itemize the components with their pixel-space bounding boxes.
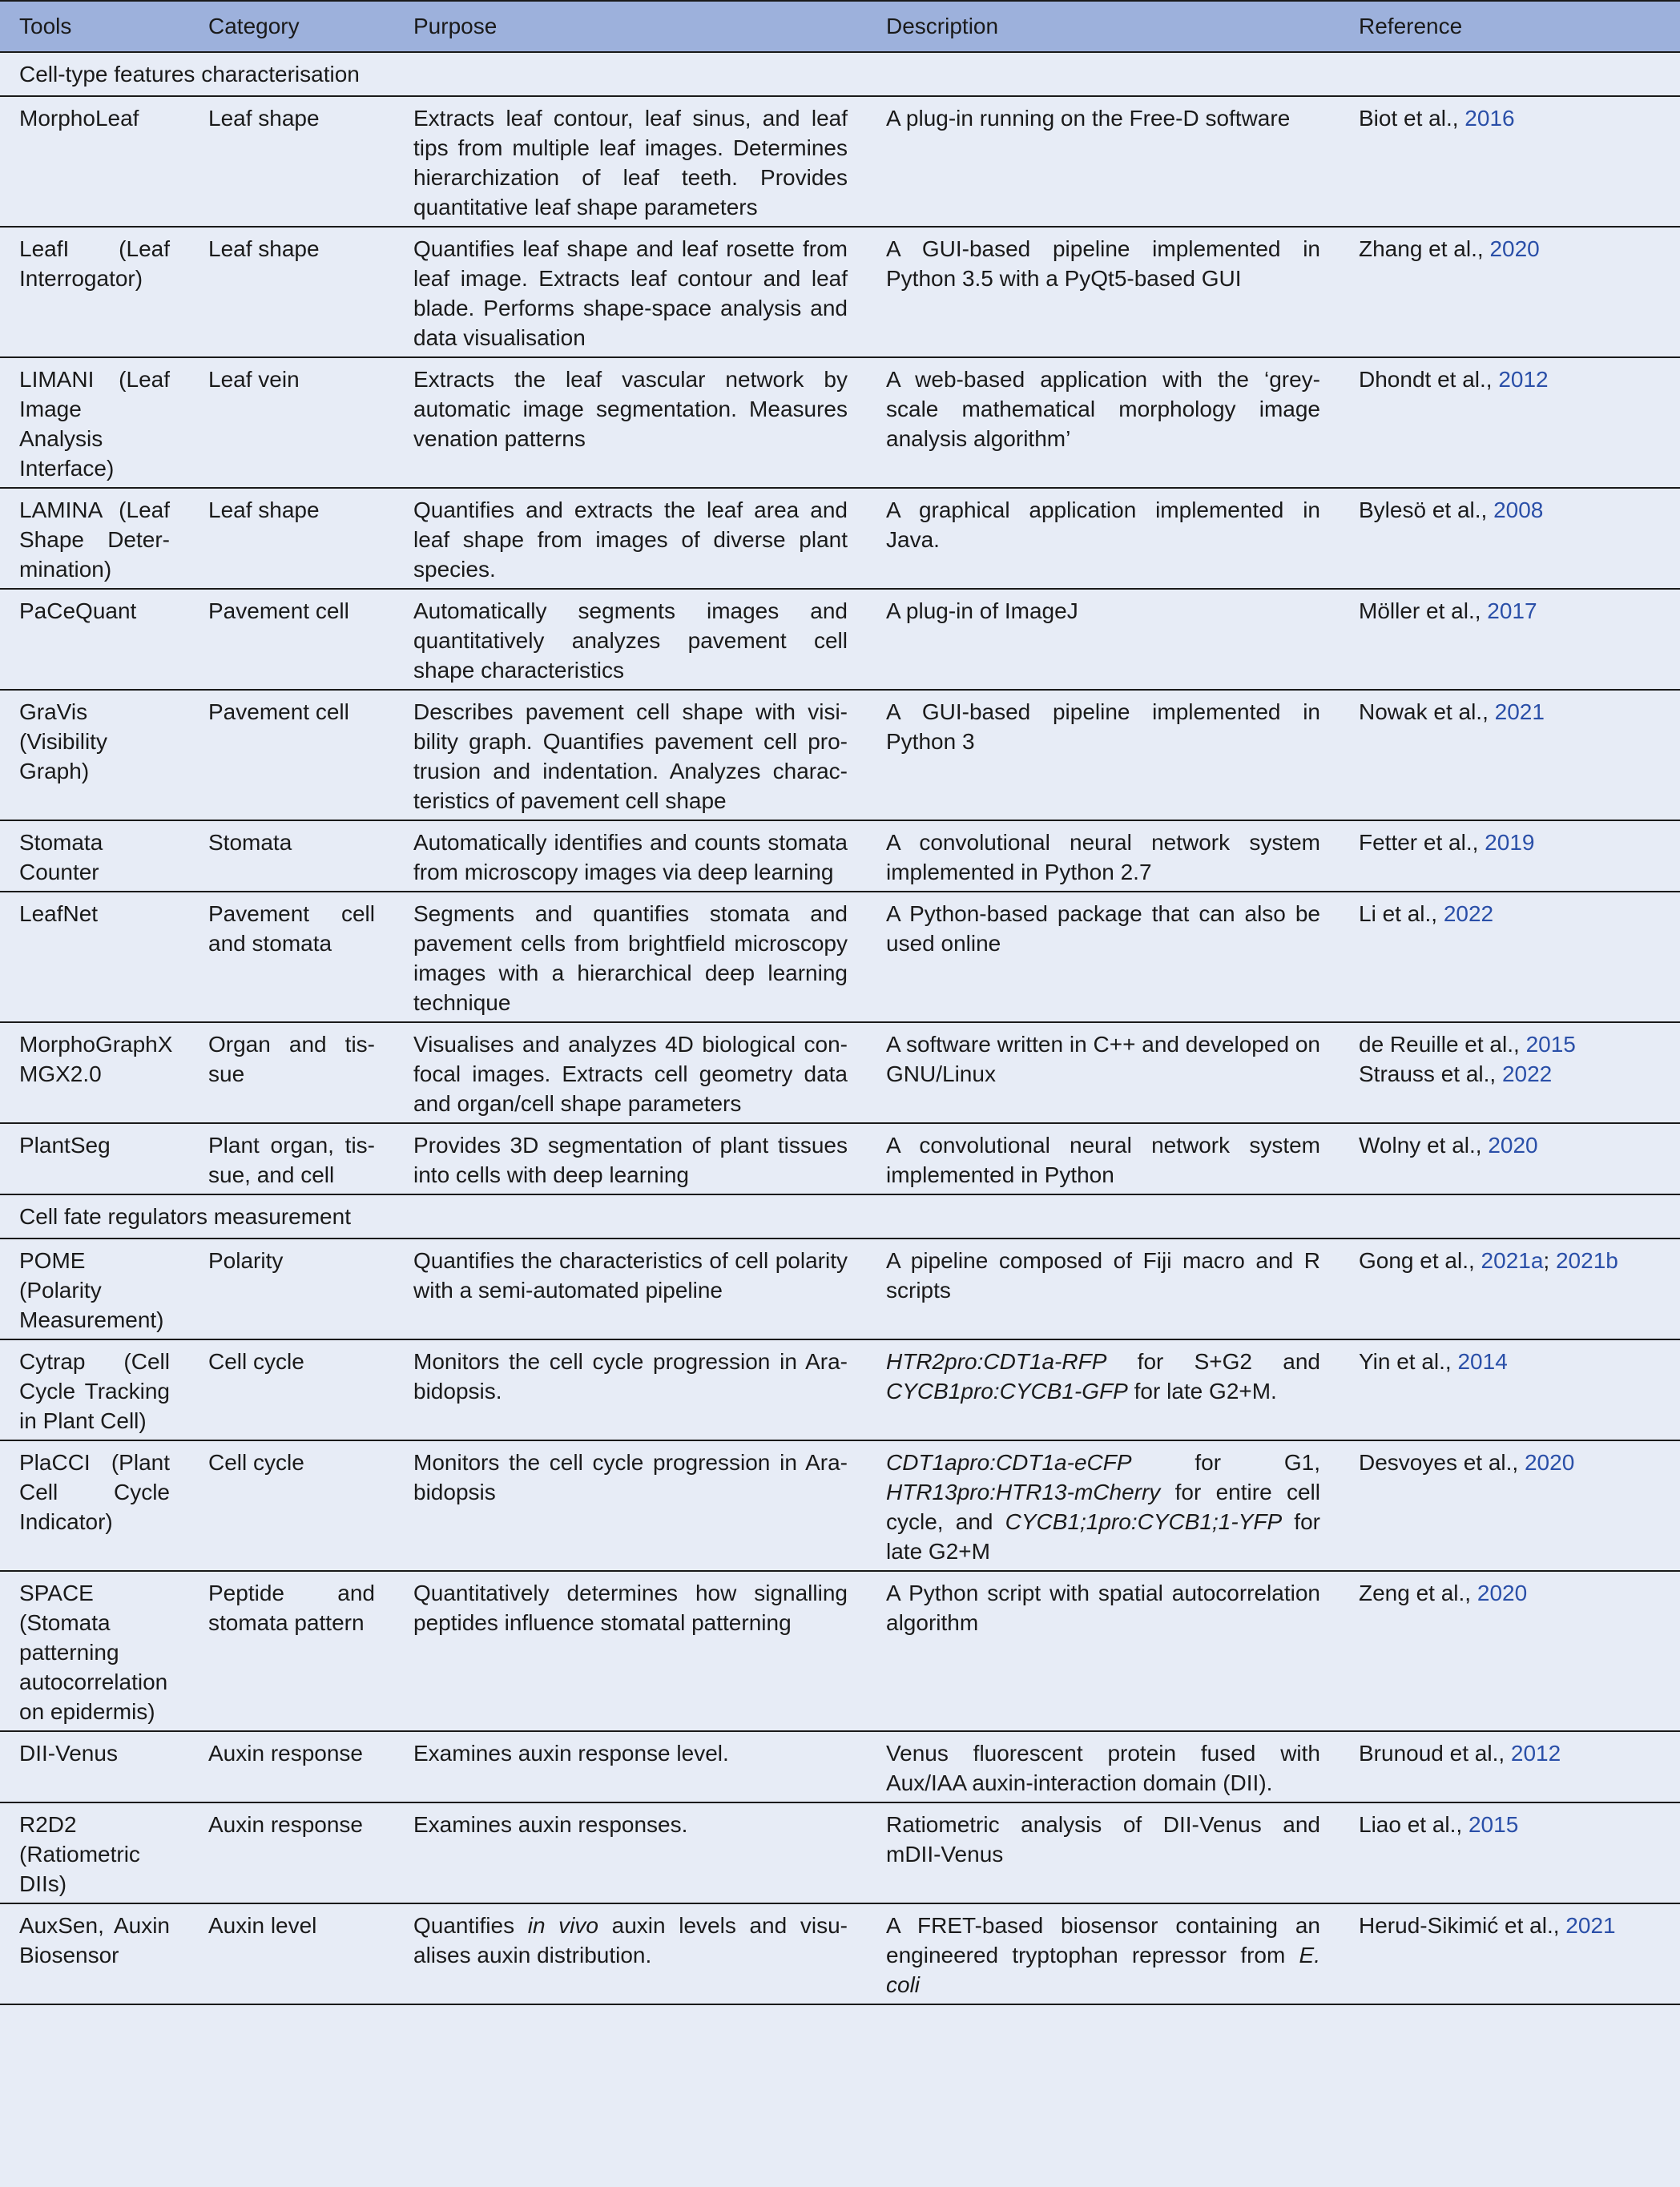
description-text: HTR13pro:HTR13-mCherry: [886, 1480, 1161, 1504]
reference-author: Desvoyes et al.,: [1359, 1450, 1525, 1475]
cell-tool: R2D2 (Ratiometric DIIs): [19, 1812, 140, 1896]
cell-description: [867, 1238, 1340, 1339]
cell-tool: Stomata Counter: [19, 830, 103, 884]
reference-year-link: 2016: [1464, 106, 1515, 131]
cell-tool: LAMINA (Leaf Shape Determination): [19, 497, 170, 582]
cell-description: [867, 1571, 1340, 1731]
reference-author: Zhang et al.,: [1359, 236, 1490, 261]
reference-author: Yin et al.,: [1359, 1349, 1458, 1374]
description-text: A software written in C++ and developed on GNU/Linux: [886, 1032, 1320, 1086]
description-text: A GUI-based pipeline implemented in Python 3.5 with a PyQt5-based GUI: [886, 236, 1320, 291]
reference-year-link: 2022: [1443, 901, 1494, 926]
section-heading-row: [0, 52, 1680, 96]
cell-reference: [1340, 1903, 1680, 2004]
header-category: Category: [208, 14, 300, 38]
cell-purpose: Describes pavement cell shape with visibility graph. Quantifies pavement cell protrusion and indentation. Analyzes characteristics of pavement cell shape: [413, 699, 848, 813]
cell-reference: [1340, 820, 1680, 892]
section-heading-row: [0, 1194, 1680, 1238]
reference-year-link: 2020: [1489, 236, 1540, 261]
cell-category: Pavement cell and stomata: [208, 901, 375, 956]
reference-year-link: 2020: [1524, 1450, 1575, 1475]
cell-reference: [1340, 589, 1680, 690]
cell-reference: [1340, 1440, 1680, 1571]
description-text: HTR2pro:CDT1a-RFP: [886, 1349, 1107, 1374]
section-title: Cell fate regulators measurement: [19, 1204, 351, 1229]
reference-author: Bylesö et al.,: [1359, 497, 1494, 522]
table-row: [0, 892, 1680, 1022]
description-text: A plug-in of ImageJ: [886, 598, 1078, 623]
cell-description: [867, 690, 1340, 820]
cell-purpose: Visualises and analyzes 4D biological confocal images. Extracts cell geometry data and organ/cell shape parameters: [413, 1032, 848, 1116]
reference-separator: ;: [1543, 1248, 1556, 1273]
reference-author: Strauss et al.,: [1359, 1061, 1502, 1086]
table-row: [0, 1123, 1680, 1194]
cell-tool: GraVis (Visibility Graph): [19, 699, 107, 783]
table-row: [0, 1339, 1680, 1440]
cell-category: Stomata: [208, 830, 292, 855]
reference-year-link: 2017: [1487, 598, 1537, 623]
reference-year-link: 2019: [1485, 830, 1535, 855]
reference-author: Nowak et al.,: [1359, 699, 1495, 724]
table-row: [0, 1440, 1680, 1571]
description-text: A convolutional neural network system implemented in Python 2.7: [886, 830, 1320, 884]
cell-reference: [1340, 1571, 1680, 1731]
description-text: for G1,: [1131, 1450, 1320, 1475]
cell-description: [867, 589, 1340, 690]
header-purpose: Purpose: [413, 14, 498, 38]
description-text: A web-based application with the ‘grey-scale mathematical morphology image analysis algorithm’: [886, 367, 1320, 451]
header-reference: Reference: [1359, 14, 1463, 38]
cell-category: Cell cycle: [208, 1349, 304, 1374]
cell-purpose: Automatically identifies and counts stomata from microscopy images via deep learning: [413, 830, 848, 884]
cell-category: Leaf shape: [208, 236, 320, 261]
description-text: A GUI-based pipeline implemented in Python 3: [886, 699, 1320, 754]
description-text: A Python script with spatial autocorrelation algorithm: [886, 1581, 1320, 1635]
description-text: A FRET-based biosensor containing an engineered tryptophan repressor from: [886, 1913, 1320, 1967]
cell-reference: [1340, 1238, 1680, 1339]
cell-purpose: Monitors the cell cycle progression in Arabidopsis: [413, 1450, 848, 1504]
reference-year-link: 2015: [1525, 1032, 1576, 1057]
cell-category: Organ and tissue: [208, 1032, 375, 1086]
cell-tool: DII-Venus: [19, 1741, 118, 1766]
cell-purpose: Quantifies the characteristics of cell polarity with a semi-automated pipeline: [413, 1248, 848, 1303]
cell-description: [867, 1903, 1340, 2004]
table-row: [0, 96, 1680, 227]
header-tools: Tools: [19, 14, 72, 38]
table-row: [0, 1022, 1680, 1123]
cell-category: Plant organ, tissue, and cell: [208, 1133, 375, 1187]
cell-purpose: Examines auxin responses.: [413, 1812, 688, 1837]
cell-reference: [1340, 1802, 1680, 1903]
description-text: A Python-based package that can also be used online: [886, 901, 1320, 956]
description-text: A convolutional neural network system implemented in Python: [886, 1133, 1320, 1187]
reference-author: Möller et al.,: [1359, 598, 1488, 623]
table-row: [0, 1571, 1680, 1731]
description-text: for S+G2 and: [1106, 1349, 1320, 1374]
reference-year-link: 2022: [1501, 1061, 1553, 1086]
cell-description: [867, 1731, 1340, 1802]
cell-description: [867, 96, 1340, 227]
table-body: [0, 52, 1680, 2004]
description-text: for late G2+M.: [1127, 1379, 1277, 1404]
cell-reference: [1340, 488, 1680, 589]
cell-category: Auxin response: [208, 1741, 364, 1766]
table-row: [0, 690, 1680, 820]
table-header: [0, 1, 1680, 52]
description-text: CYCB1pro:CYCB1-GFP: [886, 1379, 1128, 1404]
reference-year-link: 2012: [1510, 1741, 1561, 1766]
cell-category: Peptide and stomata pattern: [208, 1581, 375, 1635]
description-text: Ratiometric analysis of DII-Venus and mDII-Venus: [886, 1812, 1320, 1867]
cell-tool: LIMANI (Leaf Image Analysis Interface): [19, 367, 170, 481]
reference-author: Biot et al.,: [1359, 106, 1465, 131]
cell-category: Polarity: [208, 1248, 284, 1273]
cell-description: [867, 1802, 1340, 1903]
purpose-text: Quantifies: [413, 1913, 528, 1938]
cell-purpose: Examines auxin response level.: [413, 1741, 729, 1766]
reference-year-link: 2012: [1498, 367, 1549, 392]
table-row: [0, 589, 1680, 690]
description-text: Venus fluorescent protein fused with Aux/IAA auxin-interaction domain (DII).: [886, 1741, 1320, 1795]
reference-year-link: 2020: [1477, 1581, 1528, 1605]
cell-description: [867, 1440, 1340, 1571]
description-text: A plug-in running on the Free-D software: [886, 106, 1291, 131]
cell-reference: [1340, 892, 1680, 1022]
cell-description: [867, 488, 1340, 589]
cell-reference: [1340, 1731, 1680, 1802]
reference-year-link: 2020: [1488, 1133, 1538, 1158]
reference-author: Fetter et al.,: [1359, 830, 1485, 855]
description-text: A pipeline composed of Fiji macro and R scripts: [886, 1248, 1320, 1303]
reference-year-link: 2014: [1457, 1349, 1508, 1374]
table-row: [0, 1238, 1680, 1339]
description-text: for entire cell cycle, and: [886, 1480, 1320, 1534]
purpose-text: in vivo: [527, 1913, 598, 1938]
cell-purpose: Monitors the cell cycle progression in Arabidopsis.: [413, 1349, 848, 1404]
reference-author: Wolny et al.,: [1359, 1133, 1489, 1158]
cell-description: [867, 357, 1340, 488]
reference-year-link: 2015: [1468, 1812, 1519, 1837]
cell-tool: AuxSen, Auxin Biosensor: [19, 1913, 170, 1967]
cell-tool: PlantSeg: [19, 1133, 111, 1158]
table-row: [0, 1802, 1680, 1903]
cell-purpose: Segments and quantifies stomata and pavement cells from brightfield microscopy images with a hierarchical deep learning technique: [413, 901, 848, 1015]
cell-category: Leaf shape: [208, 497, 320, 522]
cell-reference: [1340, 227, 1680, 357]
cell-category: Pavement cell: [208, 699, 349, 724]
reference-year-link: 2021: [1494, 699, 1545, 724]
reference-author: Herud-Sikimić et al.,: [1359, 1913, 1566, 1938]
table-row: [0, 820, 1680, 892]
cell-purpose: Provides 3D segmentation of plant tissues into cells with deep learning: [413, 1133, 848, 1187]
reference-author: Liao et al.,: [1359, 1812, 1468, 1837]
cell-purpose: Quantifies and extracts the leaf area and leaf shape from images of diverse plant species.: [413, 497, 848, 582]
section-title: Cell-type features characterisation: [19, 62, 360, 87]
description-text: CDT1apro:CDT1a-eCFP: [886, 1450, 1132, 1475]
cell-description: [867, 1022, 1340, 1123]
cell-tool: MorphoLeaf: [19, 106, 139, 131]
cell-description: [867, 1123, 1340, 1194]
cell-reference: [1340, 690, 1680, 820]
cell-purpose: Extracts the leaf vascular network by automatic image segmentation. Measures venation patterns: [413, 367, 848, 451]
reference-year-link: 2021b: [1555, 1248, 1618, 1273]
cell-category: Auxin level: [208, 1913, 317, 1938]
cell-tool: SPACE (Stomata patterning autocorrelation on epidermis): [19, 1581, 168, 1724]
cell-description: [867, 1339, 1340, 1440]
reference-author: Brunoud et al.,: [1359, 1741, 1511, 1766]
description-text: E. coli: [886, 1943, 1320, 1997]
cell-reference: [1340, 1123, 1680, 1194]
cell-tool: LeafNet: [19, 901, 99, 926]
cell-tool: PaCeQuant: [19, 598, 137, 623]
table-row: [0, 227, 1680, 357]
description-text: A graphical application implemented in Java.: [886, 497, 1320, 552]
reference-author: Zeng et al.,: [1359, 1581, 1477, 1605]
cell-category: Cell cycle: [208, 1450, 304, 1475]
cell-purpose: Extracts leaf contour, leaf sinus, and leaf tips from multiple leaf images. Determines hierarchization of leaf teeth. Provides quantitative leaf shape parameters: [413, 106, 848, 220]
description-text: for late G2+M: [886, 1509, 1320, 1564]
cell-reference: [1340, 96, 1680, 227]
table-row: [0, 1731, 1680, 1802]
table-row: [0, 357, 1680, 488]
reference-year-link: 2021: [1565, 1913, 1616, 1938]
cell-reference: [1340, 1339, 1680, 1440]
cell-purpose: Quantifies leaf shape and leaf rosette from leaf image. Extracts leaf contour and leaf blade. Performs shape-space analysis and data visualisation: [413, 236, 848, 350]
reference-author: de Reuille et al.,: [1359, 1032, 1526, 1057]
reference-year-link: 2008: [1493, 497, 1544, 522]
cell-category: Auxin response: [208, 1812, 364, 1837]
cell-purpose: [394, 1903, 867, 2004]
header-description: Description: [886, 14, 999, 38]
cell-description: [867, 820, 1340, 892]
cell-tool: POME (Polarity Measurement): [19, 1248, 164, 1332]
description-text: CYCB1;1pro:CYCB1;1-YFP: [1005, 1509, 1283, 1534]
cell-tool: LeafI (Leaf Interrogator): [19, 236, 170, 291]
reference-author: Li et al.,: [1359, 901, 1444, 926]
cell-description: [867, 892, 1340, 1022]
cell-reference: [1340, 357, 1680, 488]
cell-category: Leaf shape: [208, 106, 320, 131]
reference-year-link: 2021a: [1481, 1248, 1544, 1273]
reference-author: Gong et al.,: [1359, 1248, 1481, 1273]
cell-tool: PlaCCI (Plant Cell Cycle Indicator): [19, 1450, 170, 1534]
cell-description: [867, 227, 1340, 357]
purpose-text: auxin levels and visualises auxin distribution.: [413, 1913, 848, 1967]
cell-purpose: Quantitatively determines how signalling peptides influence stomatal patterning: [413, 1581, 848, 1635]
table-row: [0, 1903, 1680, 2004]
cell-purpose: Automatically segments images and quantitatively analyzes pavement cell shape characteristics: [413, 598, 848, 683]
cell-category: Leaf vein: [208, 367, 300, 392]
table-row: [0, 488, 1680, 589]
reference-author: Dhondt et al.,: [1359, 367, 1499, 392]
cell-tool: Cytrap (Cell Cycle Tracking in Plant Cell): [19, 1349, 170, 1433]
cell-tool: MorphoGraphX MGX2.0: [19, 1032, 173, 1086]
cell-category: Pavement cell: [208, 598, 349, 623]
cell-reference: [1340, 1022, 1680, 1123]
